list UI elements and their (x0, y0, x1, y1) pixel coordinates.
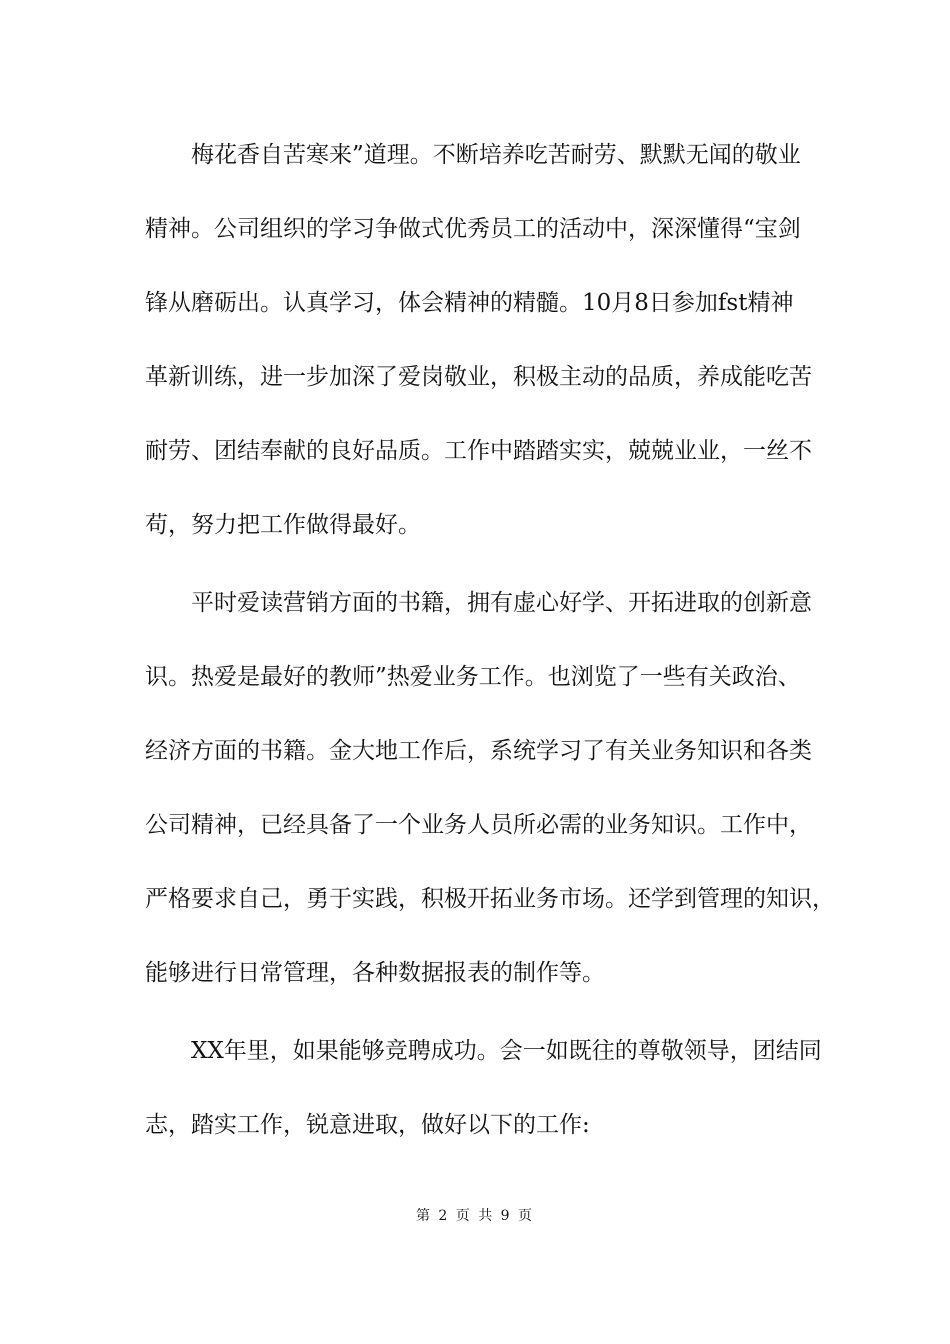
text-line: 严格要求自己，勇于实践，积极开拓业务市场。还学到管理的知识， (145, 886, 835, 912)
text-line: 耐劳、团结奉献的良好品质。工作中踏踏实实，兢兢业业，一丝不 (145, 438, 812, 464)
text-line: 精神。公司组织的学习争做式优秀员工的活动中，深深懂得“宝剑 (145, 216, 801, 242)
page-number-footer: 第 2 页 共 9 页 (415, 1208, 535, 1224)
text-line: 锋从磨砺出。认真学习，体会精神的精髓。10月8日参加fst精神 (145, 290, 794, 316)
text-line: 苟，努力把工作做得最好。 (145, 512, 421, 538)
text-line: 识。热爱是最好的教师”热爱业务工作。也浏览了一些有关政治、 (145, 664, 801, 690)
text-line: 革新训练，进一步加深了爱岗敬业，积极主动的品质，养成能吃苦 (145, 364, 812, 390)
text-line: 梅花香自苦寒来”道理。不断培养吃苦耐劳、默默无闻的敬业 (145, 142, 801, 168)
text-line: 志，踏实工作，锐意进取，做好以下的工作: (145, 1112, 590, 1138)
text-line: 公司精神，已经具备了一个业务人员所必需的业务知识。工作中， (145, 812, 812, 838)
text-line: 能够进行日常管理，各种数据报表的制作等。 (145, 960, 605, 986)
text-line: 经济方面的书籍。金大地工作后，系统学习了有关业务知识和各类 (145, 738, 812, 764)
text-line: XX年里，如果能够竞聘成功。会一如既往的尊敬领导，团结同 (145, 1038, 822, 1064)
text-line: 平时爱读营销方面的书籍，拥有虚心好学、开拓进取的创新意 (145, 590, 812, 616)
